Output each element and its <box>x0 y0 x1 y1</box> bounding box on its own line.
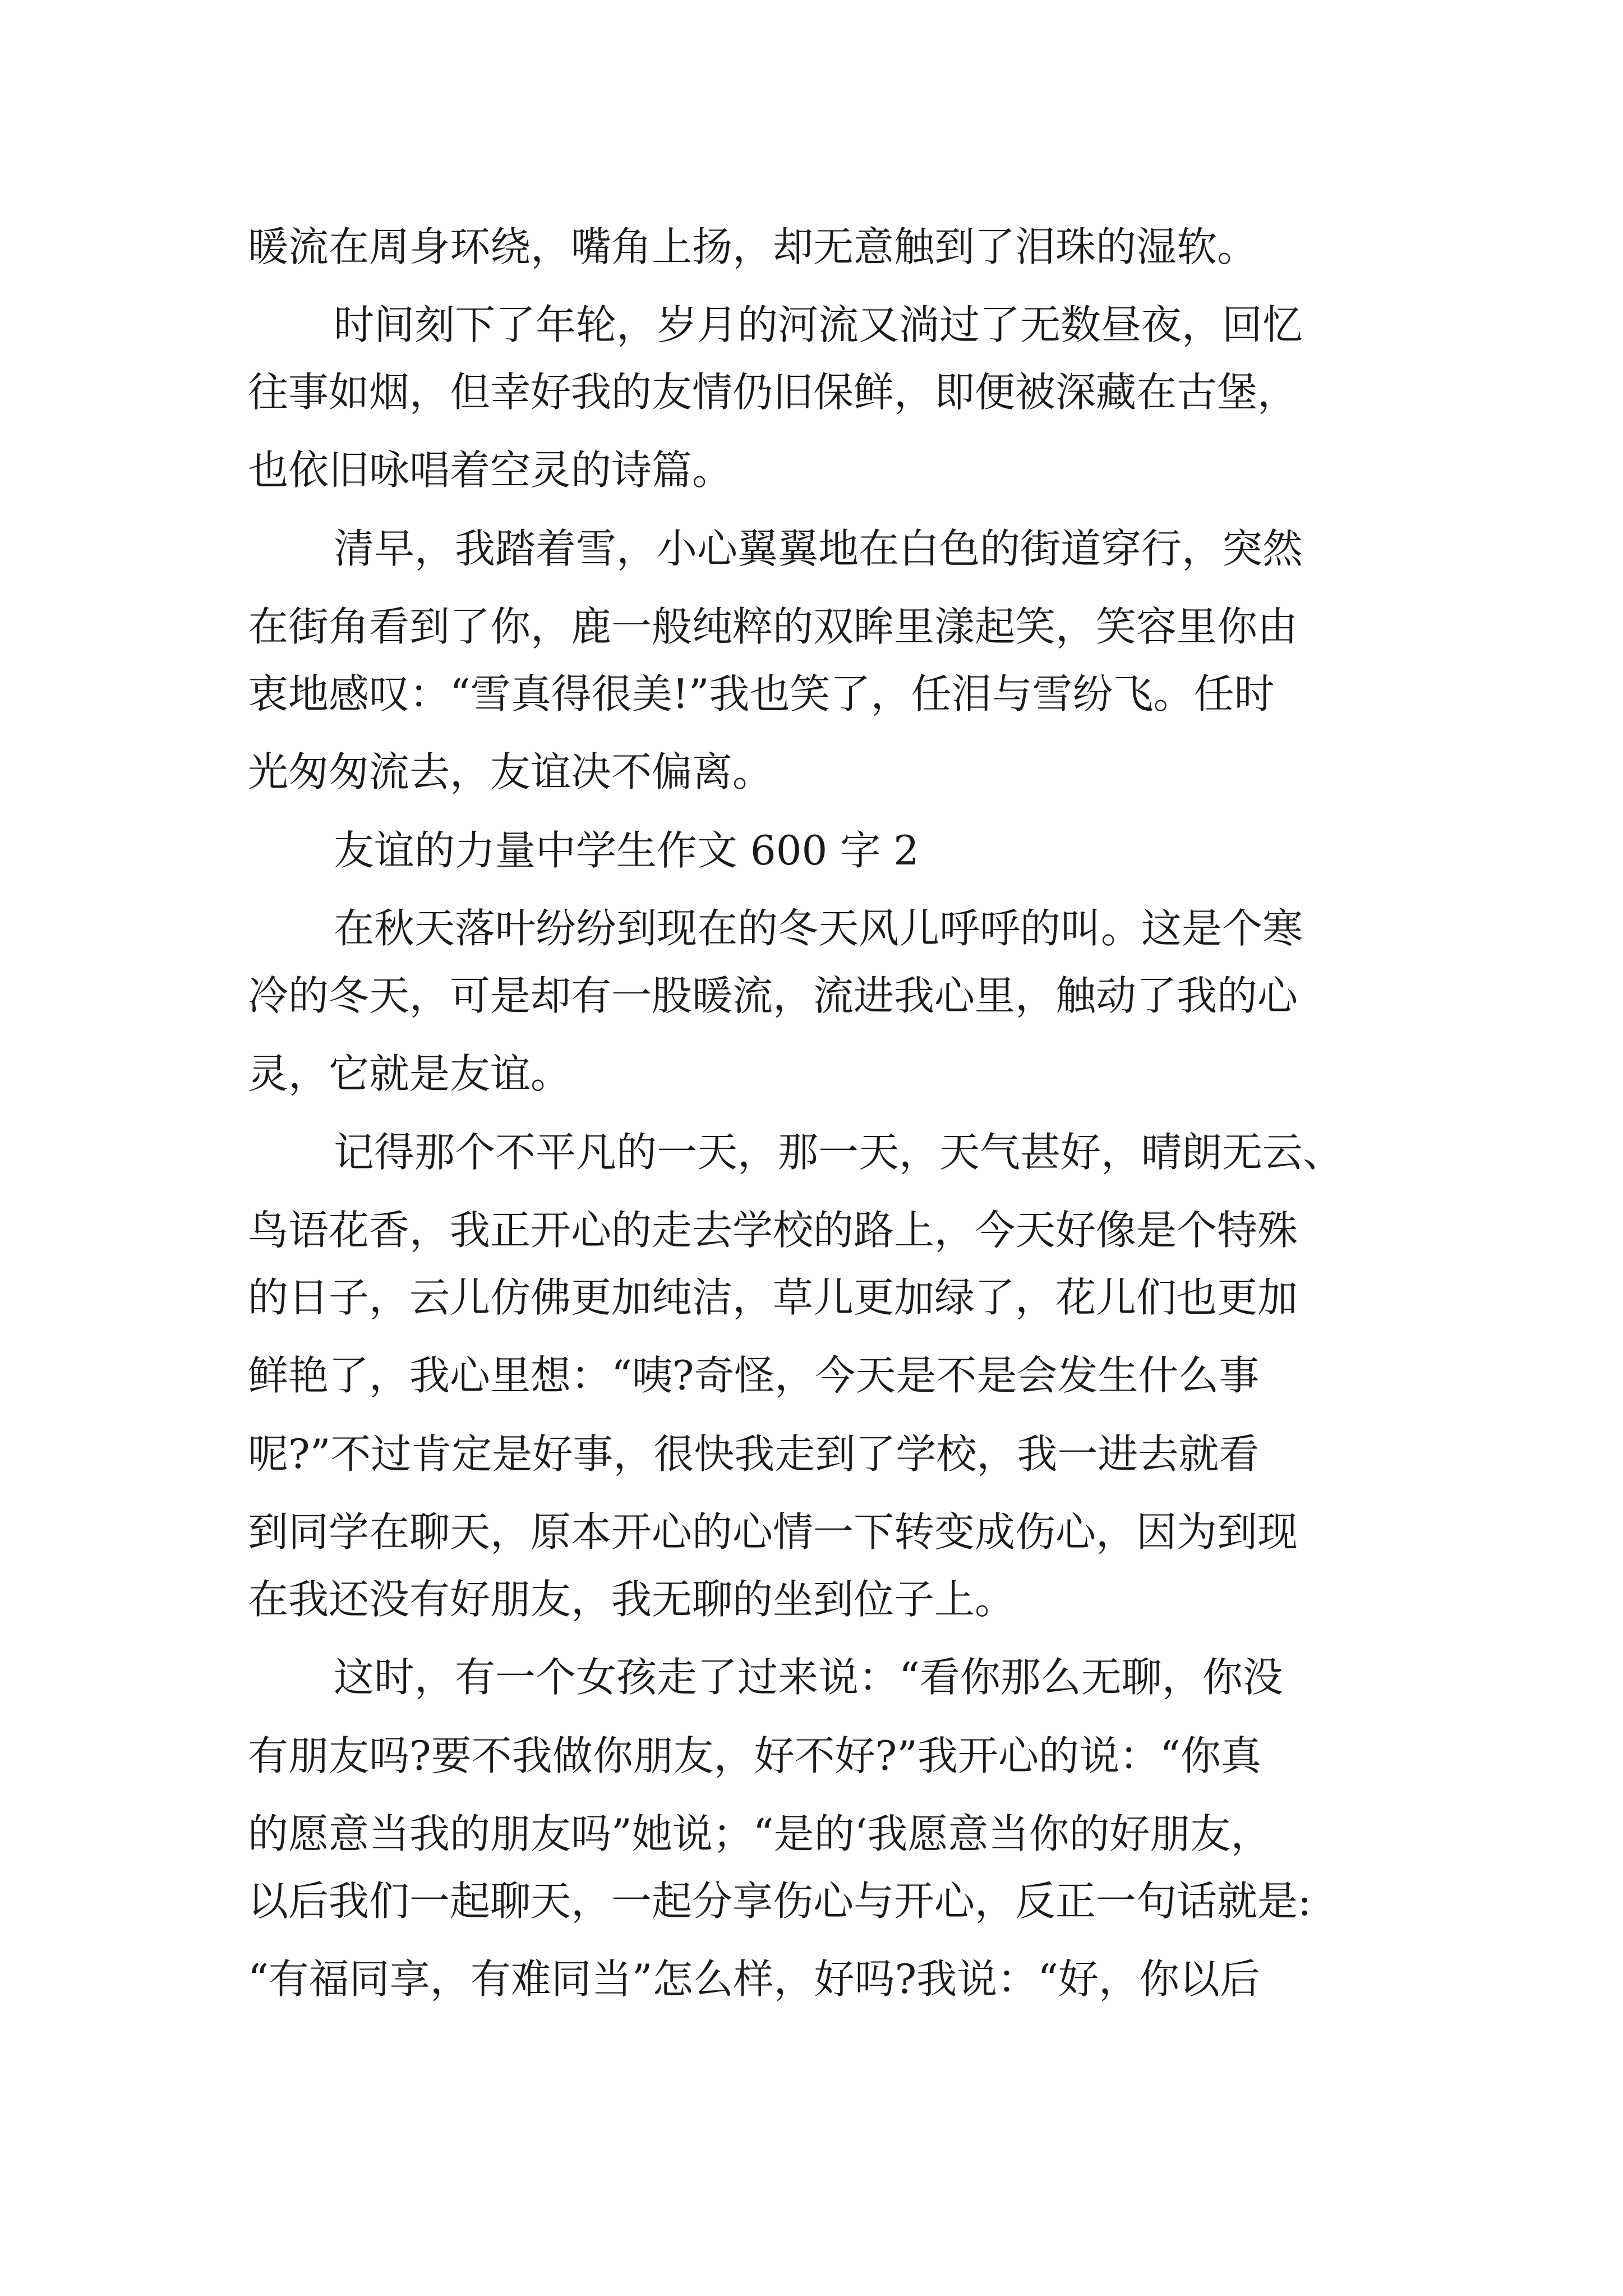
section-title: 友谊的力量中学生作文 600 字 2 <box>334 827 919 874</box>
text-line: 在街角看到了你，鹿一般纯粹的双眸里漾起笑，笑容里你由 <box>248 603 1298 650</box>
text-line: 在我还没有好朋友，我无聊的坐到位子上。 <box>248 1576 1016 1623</box>
text-line: 往事如烟，但幸好我的友情仍旧保鲜，即便被深藏在古堡， <box>248 369 1298 416</box>
text-line: 这时，有一个女孩走了过来说：“看你那么无聊，你没 <box>334 1654 1283 1701</box>
text-line: 光匆匆流去，友谊决不偏离。 <box>248 748 773 795</box>
text-line: 鲜艳了，我心里想：“咦?奇怪，今天是不是会发生什么事 <box>248 1352 1260 1399</box>
text-line: 的愿意当我的朋友吗”她说；“是的‘我愿意当你的好朋友， <box>248 1810 1271 1857</box>
text-line: 时间刻下了年轮，岁月的河流又淌过了无数昼夜，回忆 <box>334 301 1303 348</box>
text-line: 也依旧咏唱着空灵的诗篇。 <box>248 447 733 494</box>
text-line: 在秋天落叶纷纷到现在的冬天风儿呼呼的叫。这是个寒 <box>334 905 1303 952</box>
text-line: 以后我们一起聊天，一起分享伤心与开心，反正一句话就是: <box>248 1878 1312 1925</box>
text-line: 清早，我踏着雪，小心翼翼地在白色的街道穿行，突然 <box>334 525 1303 572</box>
text-line: 鸟语花香，我正开心的走去学校的路上，今天好像是个特殊 <box>248 1207 1298 1254</box>
text-line: “有福同享，有难同当”怎么样，好吗?我说：“好，你以后 <box>248 1955 1261 2003</box>
text-line: 暖流在周身环绕，嘴角上扬，却无意触到了泪珠的湿软。 <box>248 223 1258 270</box>
text-line: 呢?”不过肯定是好事，很快我走到了学校，我一进去就看 <box>248 1430 1260 1478</box>
text-line: 有朋友吗?要不我做你朋友，好不好?”我开心的说：“你真 <box>248 1732 1261 1779</box>
text-line: 的日子，云儿仿佛更加纯洁，草儿更加绿了，花儿们也更加 <box>248 1274 1298 1321</box>
text-line: 灵，它就是友谊。 <box>248 1050 571 1097</box>
text-line: 衷地感叹：“雪真得很美!”我也笑了，任泪与雪纷飞。任时 <box>248 670 1275 717</box>
text-line: 到同学在聊天，原本开心的心情一下转变成伤心，因为到现 <box>248 1508 1298 1556</box>
text-line: 冷的冬天，可是却有一股暖流，流进我心里，触动了我的心 <box>248 972 1298 1019</box>
text-line: 记得那个不平凡的一天，那一天，天气甚好，晴朗无云、 <box>334 1129 1344 1176</box>
